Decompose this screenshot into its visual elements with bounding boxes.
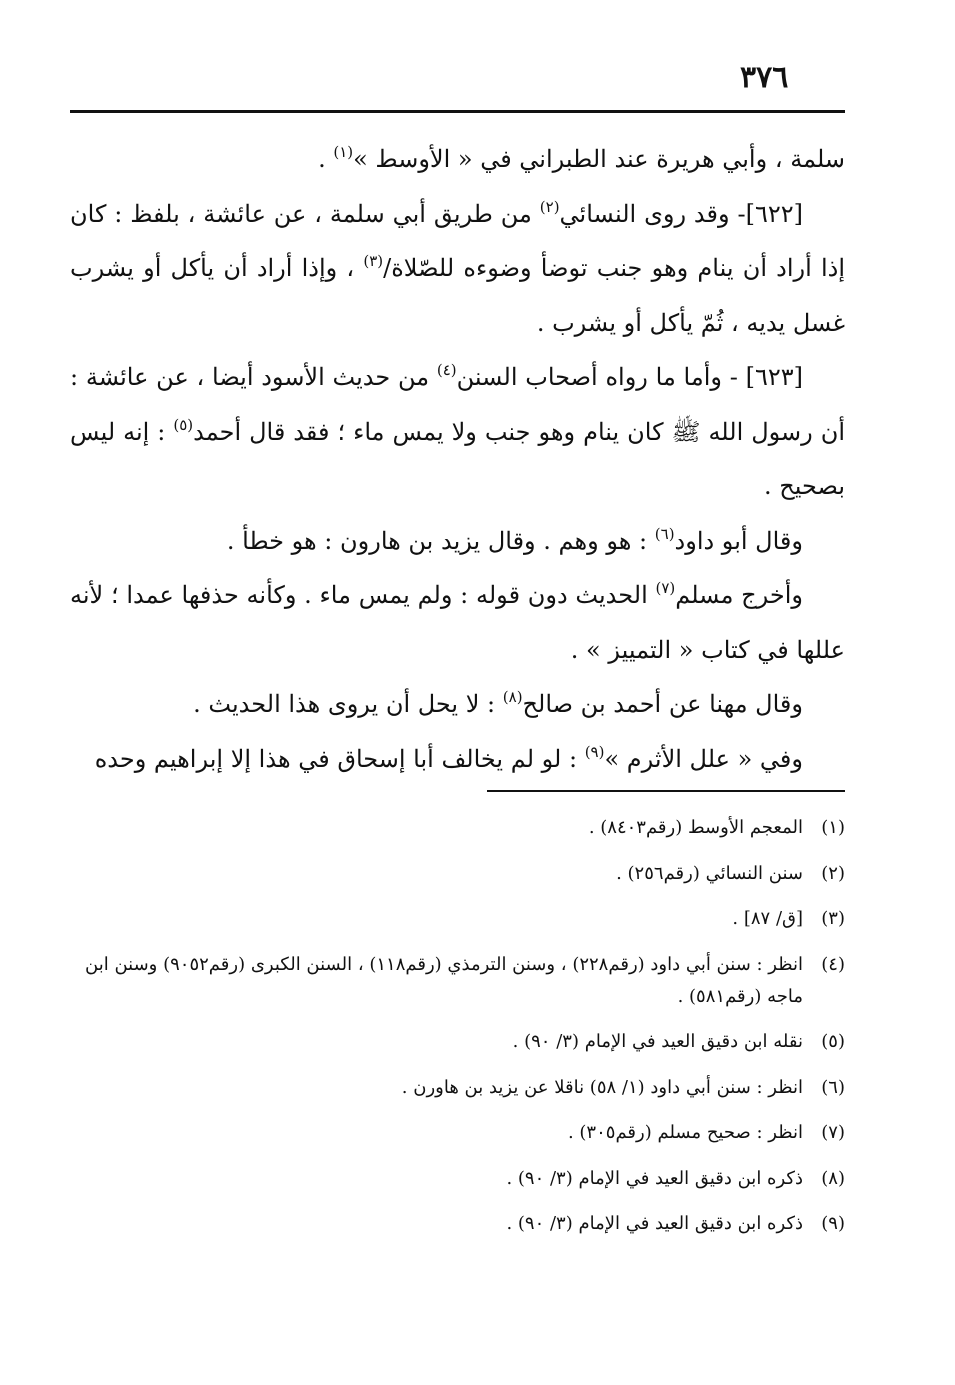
page-number: ٣٧٦: [740, 60, 789, 95]
footnote-number: (٨): [821, 1167, 845, 1189]
footnote-number: (٤): [821, 953, 845, 975]
footnote-number: (٥): [821, 1031, 845, 1052]
text-run: سلمة ، وأبي هريرة عند الطبراني في « الأوسط »: [353, 145, 845, 173]
paragraph-622: [70, 187, 845, 351]
text-run: : لا يحل أن يروى هذا الحديث .: [193, 690, 503, 718]
footnote-mark-7: (٧): [655, 579, 676, 597]
footnote-item: [70, 903, 845, 935]
footnote-separator: [487, 790, 845, 792]
text-run: الحديث دون قوله : ولم يمس ماء . وكأنه حذفها عمدا ؛ لأنه عللها في كتاب « التمييز » .: [70, 581, 845, 664]
footnote-text: انظر : صحيح مسلم (رقم٣٠٥) .: [567, 1122, 803, 1143]
text-run: .: [318, 145, 334, 173]
text-run: : إنه ليس بصحيح .: [70, 417, 845, 500]
footnote-text: ذكره ابن دقيق العيد في الإمام (٣/ ٩٠) .: [506, 1167, 803, 1189]
footnote-text: انظر : سنن أبي داود (١/ ٥٨) ناقلا عن يزيد بن هاورن .: [401, 1076, 803, 1098]
footnote-number: (٢): [821, 862, 845, 884]
footnote-mark-8: (٨): [502, 688, 523, 706]
text-run: وقال أبو داود: [674, 526, 803, 555]
text-run: [٦٢٢]- وقد روى النسائي: [559, 199, 803, 228]
footnote-mark-3: (٣): [363, 252, 384, 270]
footnote-item: [70, 812, 845, 844]
text-run: وقال مهنا عن أحمد بن صالح: [522, 690, 803, 718]
paragraph-muhanna: [70, 677, 845, 732]
footnote-item: [70, 1208, 845, 1240]
footnote-mark-5: (٥): [173, 415, 194, 434]
footnote-mark-2: (٢): [539, 197, 560, 216]
footnote-text: سنن النسائي (رقم٢٥٦) .: [616, 862, 803, 884]
footnote-mark-1: (١): [333, 143, 354, 161]
footnote-text: انظر : سنن أبي داود (رقم٢٢٨) ، وسنن الترمذي (رقم١١٨) ، السنن الكبرى (رقم٩٠٥٢) وسنن ابن ماجه (رقم٥٨١) .: [85, 953, 803, 1007]
footnote-text: المعجم الأوسط (رقم٨٤٠٣) .: [588, 817, 803, 838]
text-run: من طريق أبي سلمة ، عن عائشة ، بلفظ : كان إذا أراد أن ينام وهو جنب توضأ وضوءه للصّلاة/: [70, 199, 845, 282]
text-run: وفي « علل الأثرم »: [604, 744, 803, 773]
footnote-item: [70, 858, 845, 890]
footnote-text: [ق/ ٨٧] .: [732, 908, 803, 929]
paragraph-athram: [70, 732, 845, 787]
footnote-mark-9: (٩): [584, 742, 605, 761]
text-run: : لو لم يخالف أبا إسحاق في هذا إلا إبراهيم وحده: [94, 744, 585, 773]
text-run: [٦٢٣] - وأما ما رواه أصحاب السنن: [456, 363, 804, 391]
footnotes: [70, 812, 845, 1254]
footnote-item: [70, 1117, 845, 1149]
footnote-number: (٩): [821, 1213, 845, 1234]
text-run: : هو وهم . وقال يزيد بن هارون : هو خطأ .: [226, 526, 655, 555]
footnote-item: [70, 1163, 845, 1195]
footnote-item: [70, 1072, 845, 1104]
main-text: [70, 132, 845, 786]
footnote-mark-4: (٤): [436, 361, 457, 379]
footnote-text: ذكره ابن دقيق العيد في الإمام (٣/ ٩٠) .: [506, 1213, 803, 1234]
footnote-number: (١): [821, 817, 845, 838]
paragraph-1: [70, 132, 845, 187]
paragraph-muslim: [70, 568, 845, 677]
text-run: وأخرج مسلم: [675, 581, 804, 609]
text-run: ، وإذا أراد أن يأكل أو يشرب غسل يديه ، ثُمّ يأكل أو يشرب .: [70, 254, 845, 337]
footnote-mark-6: (٦): [654, 524, 675, 543]
footnote-item: [70, 1026, 845, 1058]
text-run: من حديث الأسود أيضا ، عن عائشة : أن رسول الله ﷺ كان ينام وهو جنب ولا يمس ماء ؛ فقد قال أحمد: [70, 363, 846, 446]
footnote-number: (٦): [821, 1076, 845, 1098]
paragraph-abu-dawud: [70, 514, 845, 569]
header-rule: [70, 110, 845, 113]
footnote-number: (٣): [821, 908, 845, 929]
footnote-number: (٧): [821, 1122, 845, 1143]
footnote-item: [70, 949, 845, 1013]
paragraph-623: [70, 350, 845, 514]
footnote-text: نقله ابن دقيق العيد في الإمام (٣/ ٩٠) .: [512, 1031, 803, 1052]
